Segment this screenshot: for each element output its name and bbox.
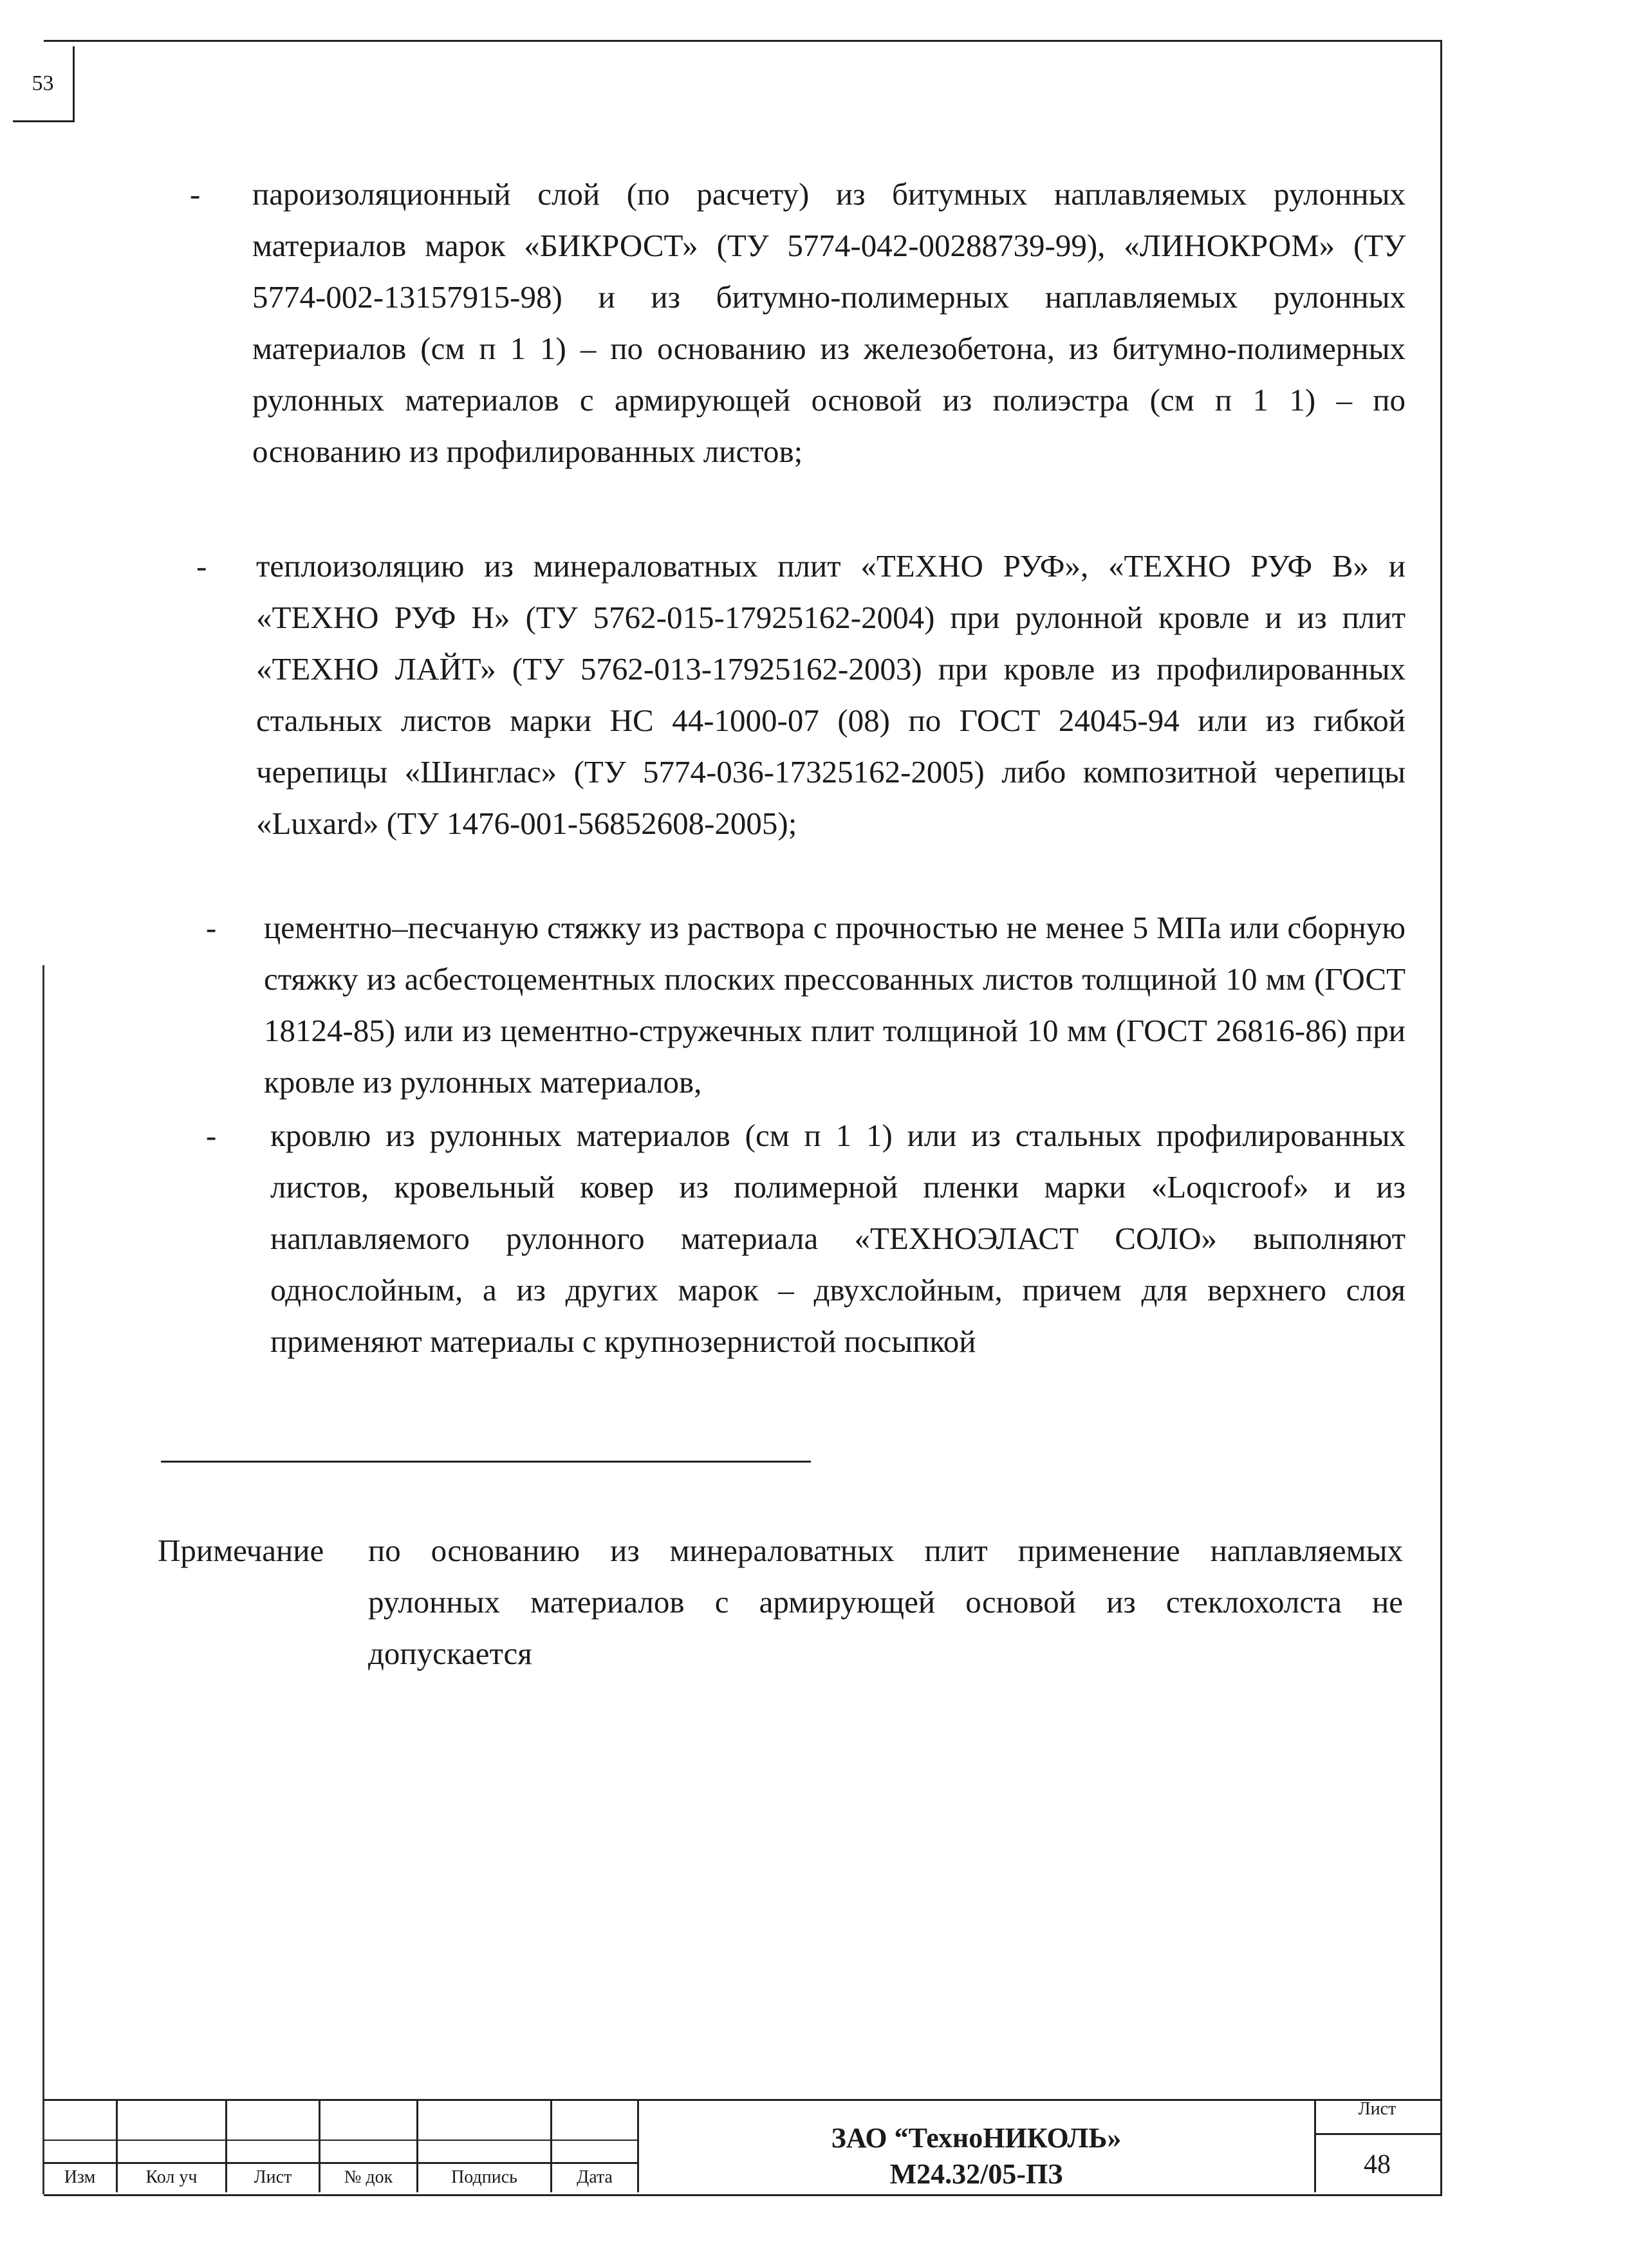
company-doc-title <box>638 2120 1314 2192</box>
bullet-dash: - <box>206 910 217 945</box>
bullet-text: цементно–песчаную стяжку из раствора с прочностью не менее 5 МПа или сборную стяжку из асбестоцементных плоских прессованных листов толщиной 10 мм (ГОСТ 18124-85) или из цементно-стружечных плит толщиной 10 мм (ГОСТ 26816-86) при кровле из рулонных материалов, <box>264 910 1406 1100</box>
company-name: ЗАО “ТехноНИКОЛЬ» <box>831 2122 1122 2154</box>
bullet-text: теплоизоляцию из минераловатных плит «ТЕХНО РУФ», «ТЕХНО РУФ В» и «ТЕХНО РУФ Н» (ТУ 5762-015-17925162-2004) при рулонной кровле и из плит «ТЕХНО ЛАЙТ» (ТУ 5762-013-17925162-2003) при кровле из профилированных стальных листов марки НС 44-1000-07 (08) по ГОСТ 24045-94 или из гибкой черепицы «Шинглас» (ТУ 5774-036-17325162-2005) либо композитной черепицы «Luxard» (ТУ 1476-001-56852608-2005); <box>256 548 1406 841</box>
frame-left-edge <box>42 965 44 2194</box>
document-code: М24.32/05-ПЗ <box>889 2158 1063 2190</box>
page-stamp: 53 <box>13 46 75 122</box>
col-kol-uch: Кол уч <box>145 2167 198 2187</box>
note-label: Примечание <box>158 1533 324 1568</box>
bullet-text: пароизоляционный слой (по расчету) из битумных наплавляемых рулонных материалов марок «БИКРОСТ» (ТУ 5774-042-00288739-99), «ЛИНОКРОМ» (ТУ 5774-002-13157915-98) и из битумно-полимерных наплавляемых рулонных материалов (см п 1 1) – по основанию из железобетона, из битумно-полимерных рулонных материалов с армирующей основой из полиэстра (см п 1 1) – по основанию из профилированных листов; <box>252 176 1406 469</box>
bullet-dash: - <box>206 1118 217 1153</box>
sheet-label: Лист <box>1358 2099 1397 2119</box>
col-izm: Изм <box>64 2167 96 2187</box>
col-signature: Подпись <box>451 2167 517 2187</box>
bullet-dash: - <box>190 176 201 212</box>
sheet-number: 48 <box>1364 2150 1391 2179</box>
col-list: Лист <box>254 2167 292 2187</box>
footnote-separator <box>161 1461 811 1463</box>
bullet-dash: - <box>196 548 207 584</box>
col-doc-num: № док <box>344 2167 393 2187</box>
col-date: Дата <box>577 2167 613 2187</box>
note-text: по основанию из минераловатных плит применение наплавляемых рулонных материалов с армирующей основой из стеклохолста не допускается <box>368 1533 1403 1671</box>
bullet-text: кровлю из рулонных материалов (см п 1 1) или из стальных профилированных листов, кровельный ковер из полимерной пленки марки «Loqıcroof» и из наплавляемого рулонного материала «ТЕХНОЭЛАСТ СОЛО» выполняют однослойным, а из других марок – двухслойным, причем для верхнего слоя применяют материалы с крупнозернистой посыпкой <box>270 1118 1406 1359</box>
